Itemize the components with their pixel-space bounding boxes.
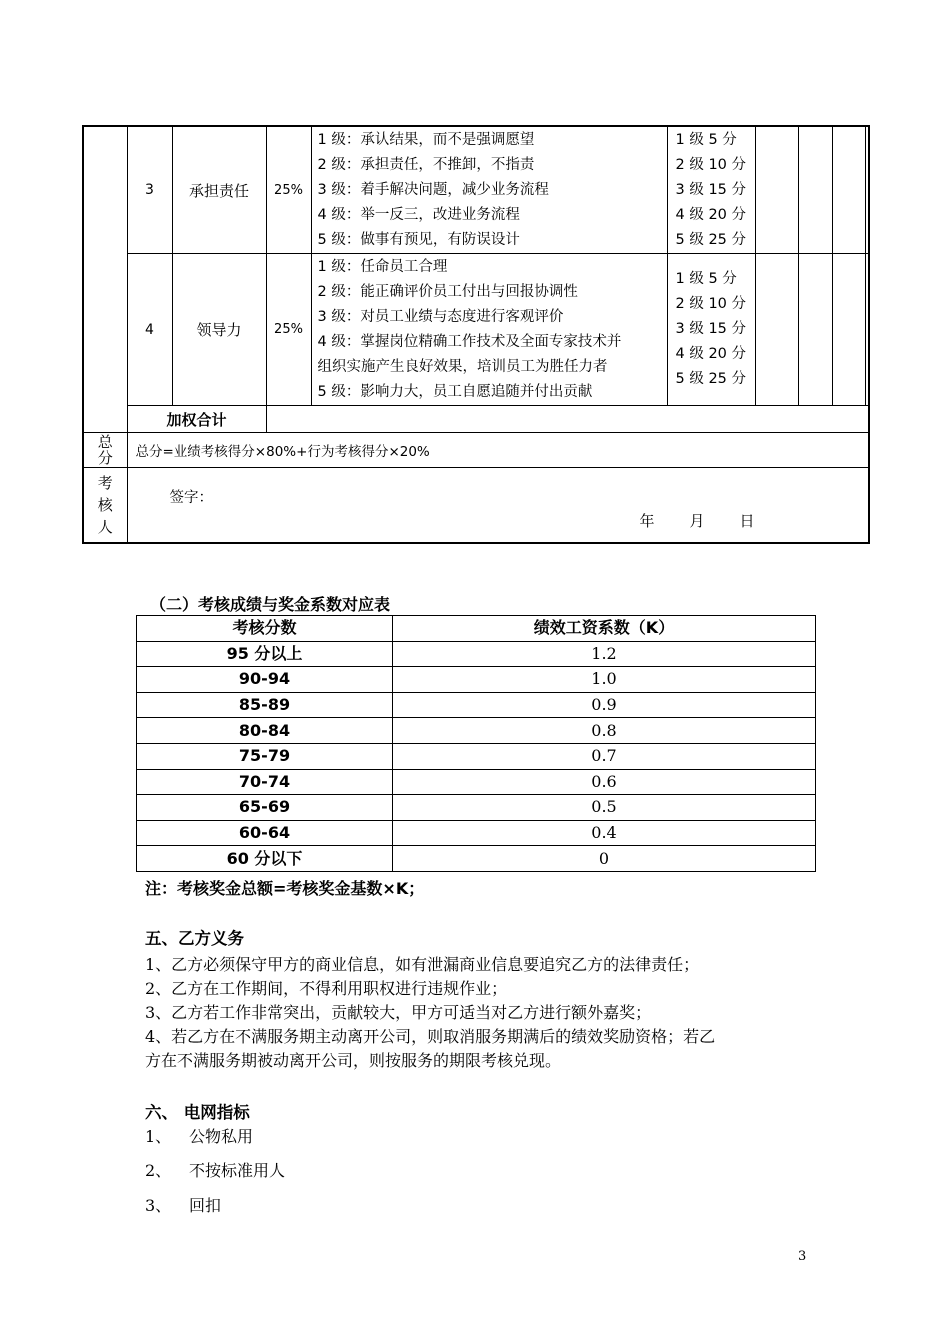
section5-title: 五、乙方义务 (145, 929, 244, 948)
score-line: 1 级 5 分 (675, 271, 737, 287)
score-line: 1 级 5 分 (675, 131, 737, 148)
date-year: 年 (639, 512, 655, 530)
signature-area[interactable] (127, 468, 869, 543)
coefficient: 0.9 (393, 692, 816, 718)
row-number: 3 (127, 126, 172, 254)
item-weight: 25% (266, 126, 311, 254)
list-number: 2、 (145, 1161, 172, 1180)
item-weight: 25% (266, 254, 311, 406)
score-line: 2 级 10 分 (675, 156, 747, 173)
item-name: 领导力 (172, 254, 266, 406)
level-line: 组织实施产生良好效果，培训员工为胜任力者 (317, 359, 608, 375)
reviewer-row (83, 468, 869, 543)
score-range: 95 分以上 (137, 641, 393, 667)
reviewer-label-char: 核 (97, 495, 113, 514)
coefficient: 1.0 (393, 667, 816, 693)
level-line: 5 级：影响力大，员工自愿追随并付出贡献 (317, 384, 593, 400)
coefficient: 0.5 (393, 795, 816, 821)
reviewer-label-char: 人 (97, 517, 113, 536)
total-label-char: 分 (97, 449, 113, 467)
obligation-item: 4、若乙方在不满服务期主动离开公司，则取消服务期满后的绩效奖励资格；若乙 (145, 1027, 716, 1046)
date-day: 日 (739, 512, 755, 530)
list-item (145, 1124, 253, 1147)
coefficient: 0 (393, 846, 816, 872)
score-scale (667, 126, 755, 254)
coefficient: 0.4 (393, 820, 816, 846)
score-line: 5 级 25 分 (675, 371, 747, 387)
score-line: 5 级 25 分 (675, 231, 747, 248)
obligation-item: 3、乙方若工作非常突出，贡献较大，甲方可适当对乙方进行额外嘉奖； (145, 1003, 652, 1022)
level-line: 2 级：承担责任，不推卸，不指责 (317, 157, 535, 173)
weighted-total-row (83, 406, 869, 433)
table-row (137, 641, 816, 667)
reviewer-label (83, 468, 127, 543)
date-month: 月 (689, 512, 705, 530)
score-range: 70-74 (137, 769, 393, 795)
level-line: 1 级：承认结果，而不是强调愿望 (317, 132, 535, 148)
score-input-cell[interactable] (755, 254, 798, 406)
list-text: 回扣 (189, 1196, 222, 1215)
list-item (145, 1158, 285, 1181)
blank-side-cell (83, 126, 127, 433)
score-line: 3 级 15 分 (675, 181, 747, 198)
level-descriptions (311, 126, 667, 254)
reviewer-label-char: 考 (97, 473, 113, 492)
section2-title: （二）考核成绩与奖金系数对应表 (150, 595, 391, 614)
score-range: 60-64 (137, 820, 393, 846)
header-coefficient: 绩效工资系数（K） (393, 616, 816, 642)
score-scale (667, 254, 755, 406)
list-item (145, 1193, 221, 1216)
total-formula: 总分=业绩考核得分×80%+行为考核得分×20% (127, 433, 869, 468)
table-row (137, 692, 816, 718)
table-header-row (137, 616, 816, 642)
obligation-item: 1、乙方必须保守甲方的商业信息，如有泄漏商业信息要追究乙方的法律责任； (145, 955, 700, 974)
table-row (137, 795, 816, 821)
table-row (137, 743, 816, 769)
score-line: 4 级 20 分 (675, 206, 747, 223)
score-range: 85-89 (137, 692, 393, 718)
level-line: 1 级：任命员工合理 (317, 259, 448, 275)
list-text: 不按标准用人 (189, 1161, 286, 1180)
obligation-item: 2、乙方在工作期间，不得利用职权进行违规作业； (145, 979, 508, 998)
coefficient: 0.6 (393, 769, 816, 795)
coefficient: 0.8 (393, 718, 816, 744)
score-range: 80-84 (137, 718, 393, 744)
score-range: 65-69 (137, 795, 393, 821)
score-input-cell[interactable] (798, 254, 832, 406)
score-range: 75-79 (137, 743, 393, 769)
score-range: 60 分以下 (137, 846, 393, 872)
coefficient-note: 注：考核奖金总额=考核奖金基数×K； (145, 879, 425, 898)
table-row (137, 718, 816, 744)
total-row (83, 433, 869, 468)
level-line: 4 级：举一反三，改进业务流程 (317, 207, 520, 223)
level-line: 4 级：掌握岗位精确工作技术及全面专家技术并 (317, 334, 622, 350)
header-score: 考核分数 (137, 616, 393, 642)
section6-title: 六、 电网指标 (145, 1103, 250, 1122)
score-range: 90-94 (137, 667, 393, 693)
table-row (83, 254, 869, 406)
table-row (137, 769, 816, 795)
list-number: 3、 (145, 1196, 172, 1215)
level-line: 2 级：能正确评价员工付出与回报协调性 (317, 284, 578, 300)
score-line: 2 级 10 分 (675, 296, 747, 312)
level-descriptions (311, 254, 667, 406)
total-label-char: 总 (97, 433, 113, 451)
score-line: 4 级 20 分 (675, 346, 747, 362)
level-line: 5 级：做事有预见，有防误设计 (317, 232, 520, 248)
row-number: 4 (127, 254, 172, 406)
table-row (83, 126, 869, 254)
score-input-cell[interactable] (755, 126, 798, 254)
level-line: 3 级：着手解决问题，减少业务流程 (317, 182, 549, 198)
coefficient-table (136, 615, 816, 872)
list-number: 1、 (145, 1127, 172, 1146)
weighted-total-label: 加权合计 (127, 406, 266, 433)
list-text: 公物私用 (189, 1127, 254, 1146)
coefficient: 0.7 (393, 743, 816, 769)
score-line: 3 级 15 分 (675, 321, 747, 337)
sign-label: 签字： (169, 490, 213, 506)
score-input-cell[interactable] (832, 126, 865, 254)
total-label (83, 433, 127, 468)
weighted-total-value[interactable] (266, 406, 869, 433)
table-row (137, 820, 816, 846)
score-input-cell[interactable] (865, 254, 869, 406)
item-name: 承担责任 (172, 126, 266, 254)
page-number: 3 (798, 1249, 807, 1264)
score-input-cell[interactable] (832, 254, 865, 406)
score-input-cell[interactable] (798, 126, 832, 254)
table-row (137, 846, 816, 872)
score-input-cell[interactable] (865, 126, 869, 254)
evaluation-table (82, 125, 870, 544)
obligation-item: 方在不满服务期被动离开公司，则按服务的期限考核兑现。 (145, 1051, 562, 1070)
coefficient: 1.2 (393, 641, 816, 667)
level-line: 3 级：对员工业绩与态度进行客观评价 (317, 309, 564, 325)
table-row (137, 667, 816, 693)
